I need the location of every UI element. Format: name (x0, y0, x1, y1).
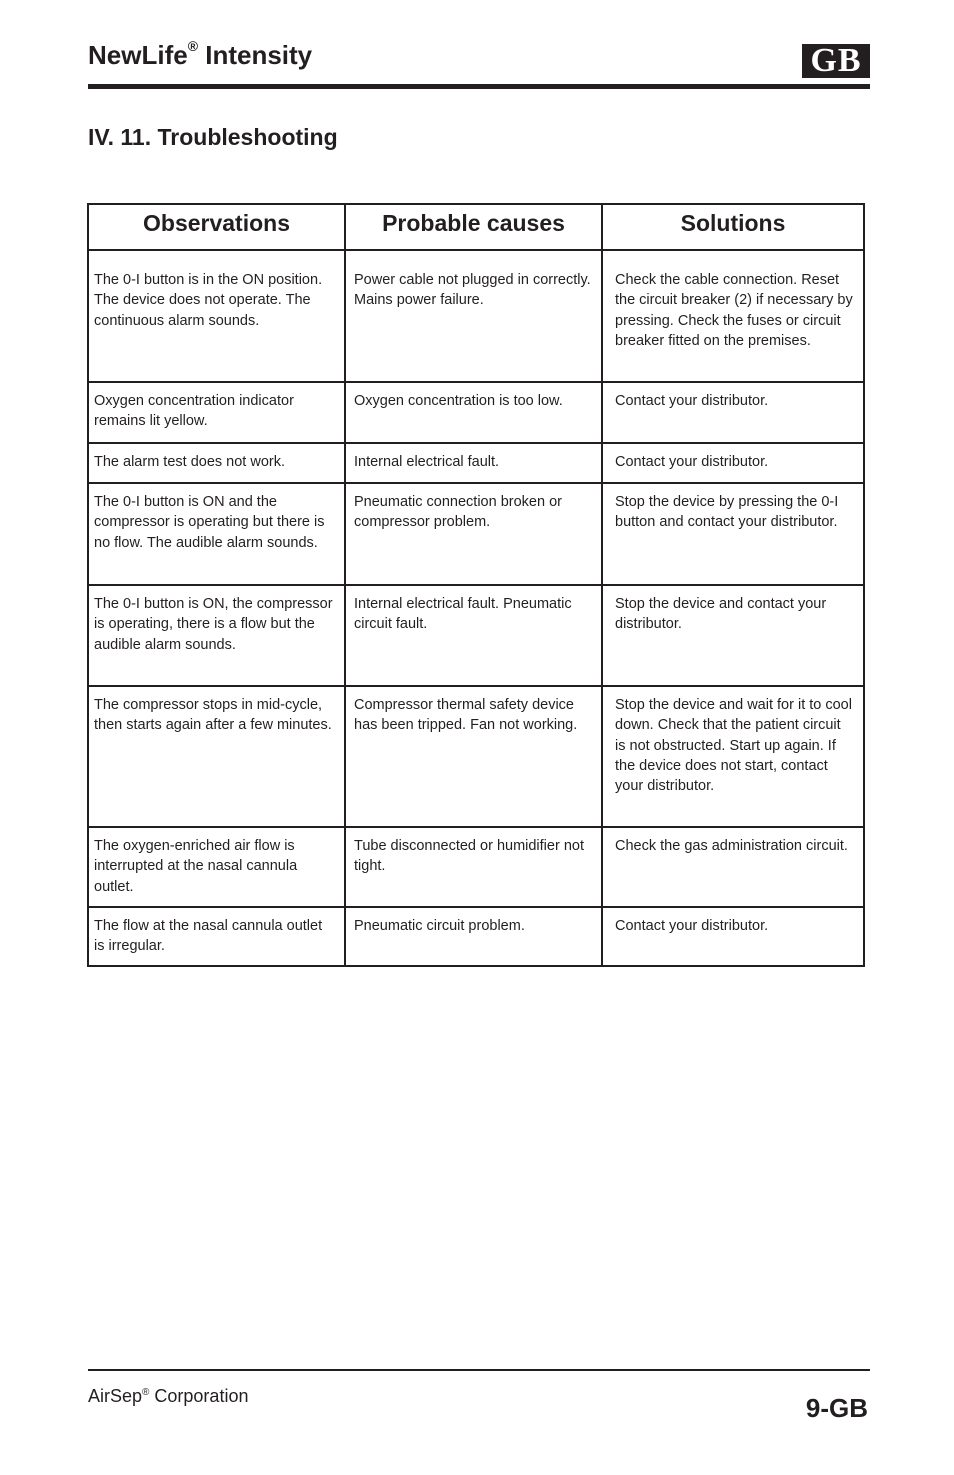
observation-cell: The 0-I button is ON, the compressor is operating, there is a flow but the audible alarm sounds. (88, 585, 345, 686)
cause-cell: Pneumatic circuit problem. (345, 907, 602, 966)
solution-cell: Contact your distributor. (602, 907, 864, 966)
column-header-probable-causes: Probable causes (345, 204, 602, 250)
table-row (88, 443, 864, 483)
cause-cell: Internal electrical fault. (345, 443, 602, 483)
company-name: AirSep (88, 1386, 143, 1406)
solution-cell: Stop the device and contact your distributor. (602, 585, 864, 686)
language-badge: GB (802, 44, 870, 78)
solution-cell: Stop the device by pressing the 0-I button and contact your distributor. (602, 483, 864, 585)
registered-mark: ® (142, 1387, 150, 1398)
solution-cell: Contact your distributor. (602, 443, 864, 483)
observation-cell: The 0-I button is in the ON position. The device does not operate. The continuous alarm sounds. (88, 250, 345, 382)
table-row (88, 483, 864, 585)
title-suffix: Intensity (198, 40, 313, 70)
table-row (88, 250, 864, 382)
table-row (88, 382, 864, 443)
table-row (88, 907, 864, 966)
cause-cell: Oxygen concentration is too low. (345, 382, 602, 443)
observation-cell: Oxygen concentration indicator remains lit yellow. (88, 382, 345, 443)
document-title (88, 40, 312, 71)
page-number: 9-GB (805, 1393, 868, 1423)
header-divider (88, 84, 870, 89)
company-suffix: Corporation (149, 1386, 249, 1406)
title-name: NewLife (88, 40, 188, 70)
table-row (88, 585, 864, 686)
observation-cell: The alarm test does not work. (88, 443, 345, 483)
observation-cell: The compressor stops in mid-cycle, then starts again after a few minutes. (88, 686, 345, 827)
column-header-observations: Observations (88, 204, 345, 250)
solution-cell: Check the gas administration circuit. (602, 827, 864, 907)
cause-cell: Pneumatic connection broken or compressor problem. (345, 483, 602, 585)
registered-mark: ® (187, 38, 199, 55)
observation-cell: The 0-I button is ON and the compressor is operating but there is no flow. The audible alarm sounds. (88, 483, 345, 585)
column-header-solutions: Solutions (602, 204, 864, 250)
solution-cell: Stop the device and wait for it to cool down. Check that the patient circuit is not obstructed. Start up again. If the device does not start, contact your distributor. (602, 686, 864, 827)
cause-cell: Internal electrical fault. Pneumatic circuit fault. (345, 585, 602, 686)
cause-cell: Compressor thermal safety device has been tripped. Fan not working. (345, 686, 602, 827)
observation-cell: The oxygen-enriched air flow is interrupted at the nasal cannula outlet. (88, 827, 345, 907)
table-row (88, 827, 864, 907)
cause-cell: Tube disconnected or humidifier not tight. (345, 827, 602, 907)
solution-cell: Contact your distributor. (602, 382, 864, 443)
footer-company (88, 1386, 248, 1407)
solution-cell: Check the cable connection. Reset the circuit breaker (2) if necessary by pressing. Check the fuses or circuit breaker fitted on the premises. (602, 250, 864, 382)
cause-cell: Power cable not plugged in correctly. Mains power failure. (345, 250, 602, 382)
footer-divider (88, 1369, 870, 1371)
table-header-row (88, 204, 864, 250)
section-heading: IV. 11. Troubleshooting (88, 124, 338, 150)
troubleshooting-table (87, 203, 865, 967)
observation-cell: The flow at the nasal cannula outlet is irregular. (88, 907, 345, 966)
table-row (88, 686, 864, 827)
